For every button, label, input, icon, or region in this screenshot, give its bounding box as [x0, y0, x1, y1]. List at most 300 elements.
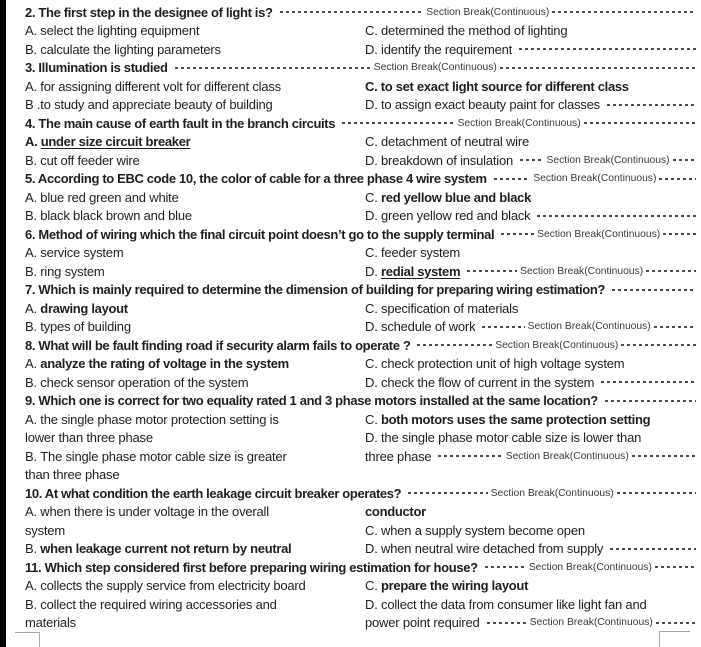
dashed-rule: [654, 326, 696, 328]
option: [25, 540, 365, 559]
question-stem: 11. Which step considered first before preparing wiring estimation for house?: [25, 559, 478, 575]
option-text: service system: [40, 245, 124, 261]
section-break-marker: [519, 40, 696, 59]
option-text: ring system: [40, 263, 105, 279]
option-text: collect the data from consumer like light fan and: [381, 596, 647, 612]
section-break-label: Section Break(Continuous): [537, 228, 661, 240]
section-break-marker: [607, 96, 696, 115]
options-column-left: [25, 503, 365, 559]
question-stem-row: [25, 3, 697, 22]
dashed-rule: [537, 215, 696, 217]
question-block: [25, 59, 697, 115]
option-text: the single phase motor cable size is lower than: [381, 430, 642, 446]
option-text: black black brown and blue: [40, 208, 192, 224]
question-stem-row: [25, 114, 697, 133]
section-break-label: Section Break(Continuous): [546, 154, 670, 166]
dashed-rule: [621, 344, 696, 346]
dashed-rule: [487, 622, 527, 624]
option-text: drawing layout: [40, 300, 128, 316]
option-label: C.: [365, 134, 382, 150]
option-text: to set exact light source for different class: [380, 78, 629, 94]
section-break-marker: [408, 484, 696, 503]
option-text: when there is under voltage in the overall: [40, 504, 269, 520]
options-column-left: [25, 577, 365, 633]
option-text: check sensor operation of the system: [40, 374, 249, 390]
option-label: A.: [25, 411, 41, 427]
option-line: [25, 318, 365, 337]
dashed-rule: [605, 400, 696, 402]
option: [25, 96, 365, 115]
option: [25, 373, 365, 392]
section-break-marker: [601, 373, 696, 392]
options-column-left: [25, 77, 365, 114]
section-break-marker: [467, 262, 696, 281]
option: [365, 207, 697, 226]
option-text: to study and appreciate beauty of building: [40, 97, 273, 113]
option-label: D.: [365, 319, 382, 335]
options-column-right: [365, 577, 697, 633]
options-column-left: [25, 188, 365, 225]
option-line: [25, 299, 365, 318]
question-block: [25, 336, 697, 392]
option: [25, 410, 365, 447]
question-stem: 10. At what condition the earth leakage circuit breaker operates?: [25, 485, 402, 501]
option: [25, 22, 365, 41]
dashed-rule: [663, 233, 696, 235]
option-label: B.: [25, 374, 41, 390]
section-break-marker: [501, 225, 696, 244]
question-stem-row: [25, 336, 697, 355]
option-line: [25, 521, 365, 540]
question-block: [25, 3, 697, 59]
dashed-rule: [659, 178, 696, 180]
options-column-right: [365, 188, 697, 225]
option: [25, 447, 365, 484]
section-break-marker: [520, 151, 696, 170]
question-stem: 8. What will be fault finding road if security alarm fails to operate ?: [25, 337, 411, 353]
options-columns: [25, 133, 697, 170]
option-label: D.: [365, 152, 382, 168]
option-line: [365, 244, 697, 263]
option-label: C.: [365, 522, 382, 538]
section-break-label: Section Break(Continuous): [533, 173, 657, 185]
question-stem-row: [25, 170, 697, 189]
dashed-rule: [646, 270, 696, 272]
option-label: C.: [365, 356, 382, 372]
option-text: both motors uses the same protection setting: [381, 411, 651, 427]
option-text: green yellow red and black: [381, 208, 531, 224]
dashed-rule: [552, 11, 696, 13]
option-line: [365, 577, 697, 596]
option-line: [365, 96, 697, 115]
option: [365, 133, 697, 152]
option: [365, 40, 697, 59]
option-line: [365, 133, 697, 152]
option-label: A.: [25, 23, 41, 39]
dashed-rule: [617, 492, 696, 494]
option-label: B .: [25, 97, 41, 113]
question-stem: 3. Illumination is studied: [25, 60, 168, 76]
dashed-rule: [612, 289, 696, 291]
option-line: [365, 447, 697, 466]
section-break-marker: [417, 336, 696, 355]
option-line: [365, 614, 697, 633]
option: [25, 133, 365, 152]
option: [365, 373, 697, 392]
section-break-marker: [487, 614, 696, 633]
option-label: A.: [25, 78, 41, 94]
options-column-right: [365, 133, 697, 170]
option-line: [25, 373, 365, 392]
option-line: [25, 355, 365, 374]
question-stem: 9. Which one is correct for two equality rated 1 and 3 phase motors installed at the same location?: [25, 393, 598, 409]
option-line: [365, 22, 697, 41]
option-line: [25, 614, 365, 633]
section-break-marker: [280, 3, 696, 22]
dashed-rule: [519, 48, 696, 50]
dashed-rule: [342, 122, 454, 124]
section-break-label: Section Break(Continuous): [528, 561, 652, 573]
dashed-rule: [408, 492, 487, 494]
option-text: calculate the lighting parameters: [40, 41, 221, 57]
options-column-right: [365, 22, 697, 59]
option-line: [25, 503, 365, 522]
dashed-rule: [632, 455, 696, 457]
dashed-rule: [584, 122, 696, 124]
options-column-right: [365, 299, 697, 336]
option-line: [365, 77, 697, 96]
option-label: C.: [365, 300, 382, 316]
option: [365, 299, 697, 318]
option-line: [365, 429, 697, 448]
options-column-right: [365, 77, 697, 114]
option-label: B.: [25, 208, 41, 224]
section-break-marker: [494, 170, 696, 189]
option: [365, 96, 697, 115]
section-break-marker: [438, 447, 696, 466]
option-text: check protection unit of high voltage system: [381, 356, 625, 372]
section-break-marker: [482, 318, 696, 337]
option: [365, 151, 697, 170]
section-break-label: Section Break(Continuous): [495, 339, 619, 351]
option-text: power point required: [365, 615, 480, 631]
option-text: determined the method of lighting: [381, 23, 568, 39]
option-line: [365, 207, 697, 226]
question-stem-row: [25, 281, 697, 300]
margin-corner-mark-bottom-left: [15, 632, 40, 647]
option: [365, 22, 697, 41]
question-block: [25, 225, 697, 281]
option: [365, 244, 697, 263]
option-label: A.: [25, 504, 41, 520]
option-line: [25, 447, 365, 466]
option-line: [25, 595, 365, 614]
option-label: A.: [25, 245, 41, 261]
option-text: for assigning different volt for different class: [40, 78, 281, 94]
option-text: prepare the wiring layout: [381, 578, 529, 594]
option: [365, 318, 697, 337]
option-line: [25, 133, 365, 152]
section-break-label: Section Break(Continuous): [527, 321, 651, 333]
question-block: [25, 114, 697, 170]
options-column-left: [25, 244, 365, 281]
dashed-rule: [610, 548, 696, 550]
option-text: when neutral wire detached from supply: [381, 541, 604, 557]
option-label: A.: [25, 134, 41, 150]
option-line: [365, 373, 697, 392]
option-label: C.: [365, 411, 382, 427]
section-break-label: Section Break(Continuous): [373, 62, 497, 74]
option-label: C.: [365, 578, 382, 594]
option-label: D.: [365, 263, 382, 279]
option-label: B.: [25, 319, 41, 335]
option-line: [365, 40, 697, 59]
option-text: when a supply system become open: [381, 522, 585, 538]
option-line: [365, 503, 697, 522]
section-break-marker: [610, 540, 696, 559]
option: [365, 262, 697, 281]
option-label: C.: [365, 189, 382, 205]
dashed-rule: [467, 270, 517, 272]
option-text: conductor: [365, 504, 426, 520]
option-text: identify the requirement: [381, 41, 513, 57]
options-columns: [25, 77, 697, 114]
option-label: B.: [25, 152, 41, 168]
section-break-label: Section Break(Continuous): [505, 450, 629, 462]
option-text: detachment of neutral wire: [381, 134, 530, 150]
options-column-left: [25, 355, 365, 392]
option: [365, 577, 697, 596]
option: [25, 595, 365, 632]
question-block: [25, 281, 697, 337]
option-label: D.: [365, 374, 382, 390]
option-line: [25, 22, 365, 41]
option-text: check the flow of current in the system: [381, 374, 595, 390]
option-line: [25, 429, 365, 448]
options-columns: [25, 410, 697, 484]
option-label: C.: [365, 78, 381, 94]
option-label: D.: [365, 596, 382, 612]
dashed-rule: [482, 326, 524, 328]
dashed-rule: [500, 67, 696, 69]
option-line: [365, 151, 697, 170]
option-text: collect the required wiring accessories and: [40, 596, 277, 612]
dashed-rule: [655, 566, 696, 568]
option-line: [365, 595, 697, 614]
section-break-label: Section Break(Continuous): [520, 265, 644, 277]
section-break-label: Section Break(Continuous): [490, 487, 614, 499]
option: [25, 77, 365, 96]
question-block: [25, 484, 697, 558]
option: [25, 151, 365, 170]
dashed-rule: [280, 11, 424, 13]
dashed-rule: [656, 622, 696, 624]
dashed-rule: [501, 233, 534, 235]
question-stem-row: [25, 59, 697, 78]
section-break-marker: [485, 558, 696, 577]
options-columns: [25, 244, 697, 281]
option: [25, 577, 365, 596]
option: [25, 262, 365, 281]
question-block: [25, 170, 697, 226]
options-column-left: [25, 410, 365, 484]
options-columns: [25, 299, 697, 336]
option-label: D.: [365, 208, 382, 224]
question-block: [25, 558, 697, 632]
dashed-rule: [520, 159, 543, 161]
dashed-rule: [494, 178, 531, 180]
margin-corner-mark-bottom-right: [659, 631, 690, 647]
option-line: [25, 540, 365, 559]
option-text: materials: [25, 615, 76, 631]
option-label: A.: [25, 189, 41, 205]
options-columns: [25, 22, 697, 59]
option-text: types of building: [40, 319, 131, 335]
options-column-left: [25, 133, 365, 170]
options-column-right: [365, 355, 697, 392]
option-text: when leakage current not return by neutral: [40, 541, 292, 557]
option-line: [365, 262, 697, 281]
option-line: [25, 96, 365, 115]
option: [25, 299, 365, 318]
option-line: [25, 188, 365, 207]
option-line: [25, 40, 365, 59]
option-label: B.: [25, 41, 41, 57]
option-line: [25, 77, 365, 96]
question-stem-row: [25, 558, 697, 577]
option-line: [365, 318, 697, 337]
option: [365, 429, 697, 466]
question-stem-row: [25, 225, 697, 244]
option: [365, 188, 697, 207]
question-stem: 5. According to EBC code 10, the color of cable for a three phase 4 wire system: [25, 171, 487, 187]
option-line: [25, 151, 365, 170]
option-text: breakdown of insulation: [381, 152, 514, 168]
dashed-rule: [673, 159, 696, 161]
option-line: [365, 299, 697, 318]
option: [25, 244, 365, 263]
option-label: D.: [365, 41, 382, 57]
option-text: analyze the rating of voltage in the system: [40, 356, 289, 372]
option-text: the single phase motor protection setting is: [40, 411, 279, 427]
options-column-left: [25, 22, 365, 59]
options-column-right: [365, 503, 697, 559]
option-text: select the lighting equipment: [40, 23, 200, 39]
option-line: [365, 521, 697, 540]
question-stem-row: [25, 392, 697, 411]
dashed-rule: [485, 566, 526, 568]
dashed-rule: [601, 381, 696, 383]
option-label: B.: [25, 541, 41, 557]
option-label: D.: [365, 541, 382, 557]
option: [25, 355, 365, 374]
option: [365, 521, 697, 540]
options-columns: [25, 503, 697, 559]
question-block: [25, 392, 697, 485]
question-stem-row: [25, 484, 697, 503]
option-text: collects the supply service from electricity board: [40, 578, 306, 594]
option-line: [25, 466, 365, 485]
option-text: than three phase: [25, 467, 120, 483]
option-line: [25, 244, 365, 263]
dashed-rule: [438, 455, 502, 457]
dashed-rule: [417, 344, 492, 346]
section-break-marker: [605, 392, 696, 411]
question-stem: 4. The main cause of earth fault in the branch circuits: [25, 115, 336, 131]
page-edge-bar: [0, 0, 6, 647]
option-line: [25, 577, 365, 596]
option-text: The single phase motor cable size is greater: [40, 448, 287, 464]
options-columns: [25, 188, 697, 225]
option-text: specification of materials: [381, 300, 519, 316]
dashed-rule: [607, 104, 696, 106]
option-line: [365, 410, 697, 429]
option: [365, 595, 697, 632]
option: [365, 503, 697, 522]
question-stem: 7. Which is mainly required to determine the dimension of building for preparing wiring estimation?: [25, 282, 606, 298]
section-break-marker: [612, 281, 696, 300]
option-text: lower than three phase: [25, 430, 153, 446]
option: [25, 207, 365, 226]
option-line: [365, 540, 697, 559]
options-columns: [25, 355, 697, 392]
section-break-label: Section Break(Continuous): [457, 117, 581, 129]
option: [25, 188, 365, 207]
options-column-right: [365, 410, 697, 484]
options-columns: [25, 577, 697, 633]
option-text: blue red green and white: [40, 189, 179, 205]
option-line: [25, 410, 365, 429]
option-label: A.: [25, 356, 41, 372]
option-label: C.: [365, 245, 382, 261]
option: [365, 410, 697, 429]
options-column-left: [25, 299, 365, 336]
options-column-right: [365, 244, 697, 281]
option-label: B.: [25, 263, 41, 279]
section-break-marker: [342, 114, 696, 133]
option-line: [365, 355, 697, 374]
option-text: red yellow blue and black: [381, 189, 532, 205]
question-stem: 2. The first step in the designee of light is?: [25, 4, 273, 20]
option-label: B.: [25, 448, 41, 464]
section-break-marker: [537, 207, 696, 226]
dashed-rule: [175, 67, 371, 69]
option: [25, 318, 365, 337]
option-text: cut off feeder wire: [40, 152, 140, 168]
option: [365, 540, 697, 559]
option-text: under size circuit breaker: [40, 134, 191, 150]
option: [25, 40, 365, 59]
option-text: to assign exact beauty paint for classes: [381, 97, 600, 113]
option-text: schedule of work: [381, 319, 476, 335]
option-line: [25, 207, 365, 226]
option-text: redial system: [381, 263, 461, 279]
questions-container: [25, 3, 697, 632]
option-label: A.: [25, 578, 41, 594]
option-label: C.: [365, 23, 382, 39]
option-label: D.: [365, 430, 382, 446]
option: [365, 77, 697, 96]
option-text: system: [25, 522, 65, 538]
option: [365, 355, 697, 374]
section-break-marker: [175, 59, 696, 78]
section-break-label: Section Break(Continuous): [529, 617, 653, 629]
section-break-label: Section Break(Continuous): [426, 6, 550, 18]
option-label: D.: [365, 97, 382, 113]
option-line: [365, 188, 697, 207]
question-stem: 6. Method of wiring which the final circuit point doesn’t go to the supply terminal: [25, 226, 495, 242]
option-text: three phase: [365, 448, 432, 464]
